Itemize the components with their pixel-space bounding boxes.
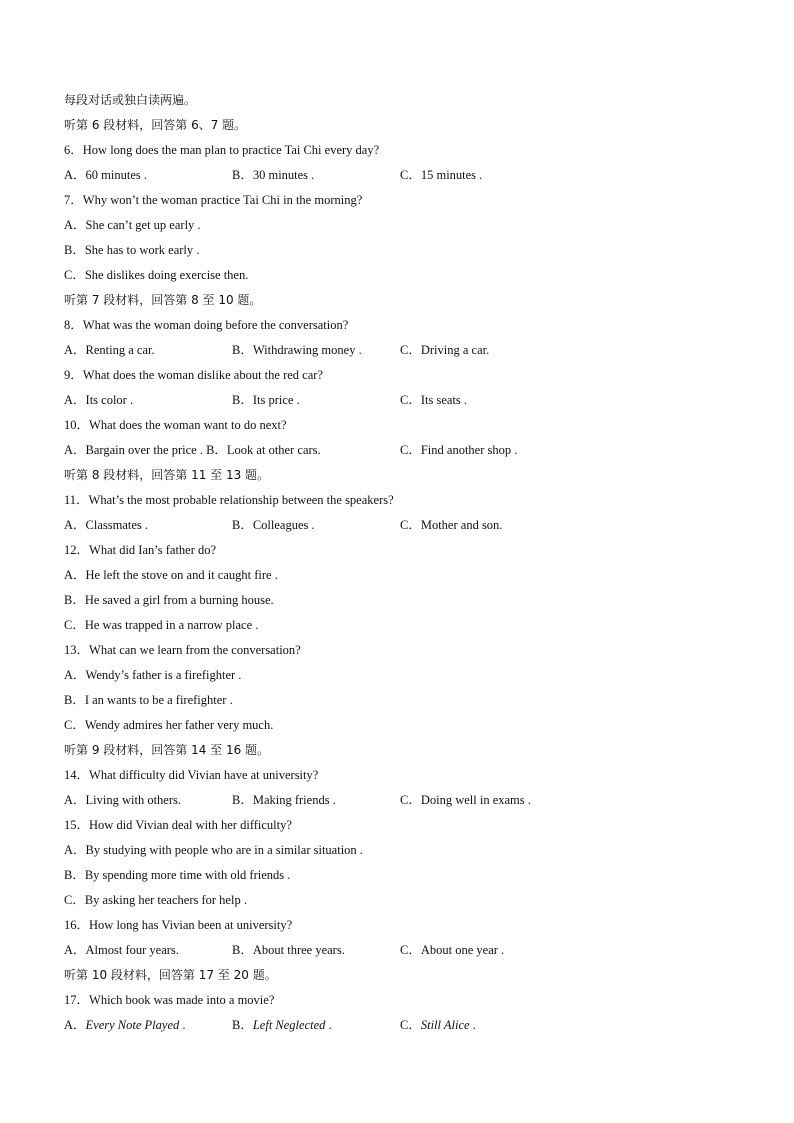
option-text: She has to work early . xyxy=(84,243,200,257)
listening-section xyxy=(64,88,744,1038)
option-a xyxy=(64,938,179,963)
option-a xyxy=(64,213,744,238)
option-row xyxy=(64,163,744,188)
option-b xyxy=(232,788,336,813)
option-a xyxy=(64,788,181,813)
option-letter: C． xyxy=(64,893,85,907)
option-suffix: . xyxy=(325,1018,332,1032)
option-text: Colleagues . xyxy=(252,518,315,532)
option-letter: C． xyxy=(400,443,421,457)
section-intro: 听第 7 段材料，回答第 8 至 10 题。 xyxy=(64,293,262,307)
option-letter: B． xyxy=(64,593,85,607)
option-text: Its color . xyxy=(85,393,134,407)
question-text: How long has Vivian been at university? xyxy=(89,918,293,932)
option-c xyxy=(64,713,744,738)
question-stem xyxy=(64,313,744,338)
option-letter: C． xyxy=(64,268,85,282)
question-stem xyxy=(64,188,744,213)
question-stem xyxy=(64,413,744,438)
question-stem xyxy=(64,813,744,838)
question-number: 10． xyxy=(64,418,90,432)
option-text: By studying with people who are in a similar situation . xyxy=(85,843,363,857)
option-b xyxy=(232,513,315,538)
question-number: 15． xyxy=(64,818,90,832)
section-intro: 听第 10 段材料，回答第 17 至 20 题。 xyxy=(64,968,277,982)
option-letter: B． xyxy=(64,243,85,257)
option-letter: B． xyxy=(64,868,85,882)
section-intro: 听第 9 段材料，回答第 14 至 16 题。 xyxy=(64,743,270,757)
question-number: 7． xyxy=(64,193,83,207)
option-text: Withdrawing money . xyxy=(252,343,362,357)
option-letter: A． xyxy=(64,218,86,232)
option-letter: B． xyxy=(232,518,253,532)
option-letter: B． xyxy=(232,793,253,807)
option-letter: C． xyxy=(400,343,421,357)
option-text: I an wants to be a firefighter . xyxy=(84,693,233,707)
option-b xyxy=(64,688,744,713)
option-text: Classmates . xyxy=(85,518,149,532)
option-b xyxy=(232,163,314,188)
option-letter: C． xyxy=(400,393,421,407)
option-a xyxy=(64,1013,186,1038)
option-text: Still Alice xyxy=(420,1018,470,1032)
option-a xyxy=(64,513,148,538)
option-text: About one year . xyxy=(420,943,505,957)
option-a xyxy=(64,663,744,688)
question-stem xyxy=(64,138,744,163)
option-c xyxy=(64,888,744,913)
section-intro: 听第 6 段材料，回答第 6、7 题。 xyxy=(64,118,247,132)
option-text: By spending more time with old friends . xyxy=(84,868,291,882)
option-letter: C． xyxy=(400,943,421,957)
option-c xyxy=(400,1013,476,1038)
option-a xyxy=(64,438,321,463)
question-text: What did Ian’s father do? xyxy=(89,543,217,557)
option-c xyxy=(400,788,531,813)
option-b xyxy=(232,1013,332,1038)
question-text: What does the woman dislike about the red car? xyxy=(82,368,323,382)
question-stem xyxy=(64,363,744,388)
option-text: 15 minutes . xyxy=(420,168,483,182)
option-text: Living with others. xyxy=(85,793,182,807)
option-letter: B． xyxy=(232,943,253,957)
option-b xyxy=(64,863,744,888)
question-number: 16． xyxy=(64,918,90,932)
option-a xyxy=(64,338,155,363)
question-text: Why won’t the woman practice Tai Chi in the morning? xyxy=(82,193,363,207)
question-number: 11． xyxy=(64,493,89,507)
option-text: 60 minutes . xyxy=(85,168,147,182)
option-text: Mother and son. xyxy=(420,518,503,532)
option-text: 30 minutes . xyxy=(252,168,315,182)
question-text: How did Vivian deal with her difficulty? xyxy=(89,818,292,832)
question-stem xyxy=(64,763,744,788)
question-text: What does the woman want to do next? xyxy=(89,418,287,432)
option-letter: A． xyxy=(64,568,86,582)
option-letter: C． xyxy=(64,618,85,632)
question-number: 6． xyxy=(64,143,83,157)
option-row xyxy=(64,938,744,963)
question-text: What was the woman doing before the conversation? xyxy=(82,318,349,332)
question-stem xyxy=(64,488,744,513)
option-text: Making friends . xyxy=(252,793,336,807)
option-text: Almost four years. xyxy=(85,943,179,957)
option-letter: A． xyxy=(64,943,86,957)
option-row xyxy=(64,513,744,538)
question-number: 17． xyxy=(64,993,90,1007)
option-a xyxy=(64,388,133,413)
option-letter: B． xyxy=(232,393,253,407)
section-intro: 听第 8 段材料，回答第 11 至 13 题。 xyxy=(64,468,270,482)
option-text: Wendy admires her father very much. xyxy=(84,718,274,732)
option-letter: A． xyxy=(64,793,86,807)
option-letter: A． xyxy=(64,168,86,182)
option-letter: C． xyxy=(400,1018,421,1032)
option-text: Every Note Played xyxy=(85,1018,180,1032)
option-a xyxy=(64,838,744,863)
option-b xyxy=(232,938,345,963)
option-row xyxy=(64,438,744,463)
option-b xyxy=(400,438,517,463)
option-c xyxy=(400,163,482,188)
question-number: 12． xyxy=(64,543,90,557)
question-text: What difficulty did Vivian have at university? xyxy=(89,768,319,782)
option-suffix: . xyxy=(179,1018,186,1032)
option-c xyxy=(400,388,467,413)
option-b xyxy=(232,338,362,363)
option-text: Wendy’s father is a firefighter . xyxy=(85,668,242,682)
option-text: By asking her teachers for help . xyxy=(84,893,247,907)
question-text: What’s the most probable relationship between the speakers? xyxy=(88,493,394,507)
option-letter: B． xyxy=(232,1018,253,1032)
option-text: Its price . xyxy=(252,393,300,407)
option-letter: A． xyxy=(64,843,86,857)
option-letter: A． xyxy=(64,668,86,682)
option-letter: C． xyxy=(400,518,421,532)
question-number: 8． xyxy=(64,318,83,332)
question-text: What can we learn from the conversation? xyxy=(89,643,301,657)
option-b xyxy=(64,238,744,263)
question-text: How long does the man plan to practice Tai Chi every day? xyxy=(82,143,380,157)
option-c xyxy=(400,938,504,963)
option-text: Left Neglected xyxy=(252,1018,326,1032)
option-text: Doing well in exams . xyxy=(420,793,531,807)
option-letter: A． xyxy=(64,393,86,407)
option-c xyxy=(64,263,744,288)
option-text: She can’t get up early . xyxy=(85,218,201,232)
option-text: Find another shop . xyxy=(420,443,518,457)
option-row xyxy=(64,388,744,413)
option-letter: C． xyxy=(400,168,421,182)
option-letter: C． xyxy=(400,793,421,807)
option-suffix: . xyxy=(469,1018,476,1032)
option-a xyxy=(64,163,147,188)
option-text: Renting a car. xyxy=(85,343,155,357)
instruction-text: 每段对话或独白读两遍。 xyxy=(64,93,197,107)
option-b xyxy=(232,388,300,413)
option-text: About three years. xyxy=(252,943,345,957)
option-text: Bargain over the price . B．Look at other cars. xyxy=(85,443,321,457)
option-letter: A． xyxy=(64,443,86,457)
option-text: She dislikes doing exercise then. xyxy=(84,268,249,282)
option-letter: C． xyxy=(64,718,85,732)
option-letter: B． xyxy=(232,168,253,182)
option-letter: A． xyxy=(64,518,86,532)
question-stem xyxy=(64,638,744,663)
option-letter: B． xyxy=(232,343,253,357)
question-number: 14． xyxy=(64,768,90,782)
option-text: He saved a girl from a burning house. xyxy=(84,593,274,607)
question-number: 9． xyxy=(64,368,83,382)
option-b xyxy=(64,588,744,613)
option-a xyxy=(64,563,744,588)
option-letter: A． xyxy=(64,1018,86,1032)
option-row xyxy=(64,1013,744,1038)
option-letter: A． xyxy=(64,343,86,357)
option-text: He left the stove on and it caught fire . xyxy=(85,568,278,582)
option-text: Its seats . xyxy=(420,393,468,407)
question-stem xyxy=(64,913,744,938)
question-stem xyxy=(64,988,744,1013)
option-row xyxy=(64,338,744,363)
question-number: 13． xyxy=(64,643,90,657)
question-stem xyxy=(64,538,744,563)
option-c xyxy=(400,513,502,538)
option-c xyxy=(64,613,744,638)
option-text: He was trapped in a narrow place . xyxy=(84,618,259,632)
option-text: Driving a car. xyxy=(420,343,490,357)
option-row xyxy=(64,788,744,813)
question-text: Which book was made into a movie? xyxy=(89,993,275,1007)
option-letter: B． xyxy=(64,693,85,707)
option-c xyxy=(400,338,489,363)
